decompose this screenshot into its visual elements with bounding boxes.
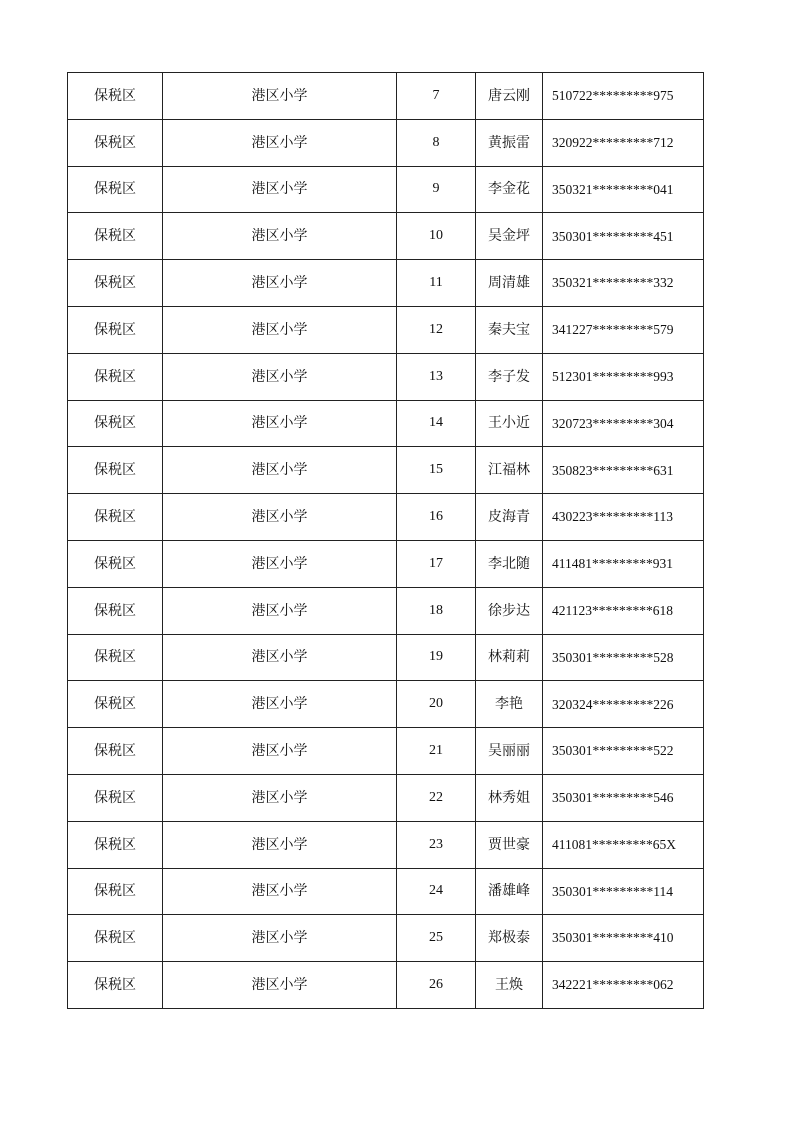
table-row (68, 400, 704, 447)
school-cell: 港区小学 (163, 540, 397, 587)
number-cell: 10 (397, 213, 476, 260)
number-cell: 8 (397, 119, 476, 166)
district-cell: 保税区 (68, 73, 163, 120)
number-cell: 18 (397, 587, 476, 634)
name-cell: 郑极泰 (476, 915, 543, 962)
name-cell: 江福林 (476, 447, 543, 494)
district-cell: 保税区 (68, 774, 163, 821)
table-row (68, 962, 704, 1009)
table-row (68, 447, 704, 494)
name-cell: 李北随 (476, 540, 543, 587)
id-number-cell: 411081*********65X (543, 821, 704, 868)
name-cell: 李艳 (476, 681, 543, 728)
table-row (68, 540, 704, 587)
id-number-cell: 430223*********113 (543, 494, 704, 541)
name-cell: 王小近 (476, 400, 543, 447)
name-cell: 周清雄 (476, 260, 543, 307)
id-number-cell: 320324*********226 (543, 681, 704, 728)
name-cell: 李金花 (476, 166, 543, 213)
table-row (68, 821, 704, 868)
district-cell: 保税区 (68, 915, 163, 962)
number-cell: 17 (397, 540, 476, 587)
school-cell: 港区小学 (163, 494, 397, 541)
school-cell: 港区小学 (163, 166, 397, 213)
number-cell: 13 (397, 353, 476, 400)
school-cell: 港区小学 (163, 821, 397, 868)
id-number-cell: 411481*********931 (543, 540, 704, 587)
roster-table (67, 72, 704, 1009)
id-number-cell: 350301*********114 (543, 868, 704, 915)
table-row (68, 728, 704, 775)
name-cell: 潘雄峰 (476, 868, 543, 915)
school-cell: 港区小学 (163, 73, 397, 120)
name-cell: 黄振雷 (476, 119, 543, 166)
school-cell: 港区小学 (163, 119, 397, 166)
table-row (68, 774, 704, 821)
id-number-cell: 350301*********451 (543, 213, 704, 260)
name-cell: 唐云刚 (476, 73, 543, 120)
school-cell: 港区小学 (163, 587, 397, 634)
table-row (68, 681, 704, 728)
name-cell: 秦夫宝 (476, 306, 543, 353)
district-cell: 保税区 (68, 353, 163, 400)
id-number-cell: 320922*********712 (543, 119, 704, 166)
number-cell: 21 (397, 728, 476, 775)
school-cell: 港区小学 (163, 213, 397, 260)
id-number-cell: 350321*********332 (543, 260, 704, 307)
number-cell: 22 (397, 774, 476, 821)
table-row (68, 494, 704, 541)
district-cell: 保税区 (68, 868, 163, 915)
id-number-cell: 510722*********975 (543, 73, 704, 120)
school-cell: 港区小学 (163, 306, 397, 353)
district-cell: 保税区 (68, 400, 163, 447)
number-cell: 14 (397, 400, 476, 447)
table-row (68, 587, 704, 634)
school-cell: 港区小学 (163, 353, 397, 400)
district-cell: 保税区 (68, 260, 163, 307)
school-cell: 港区小学 (163, 868, 397, 915)
number-cell: 24 (397, 868, 476, 915)
table-row (68, 306, 704, 353)
district-cell: 保税区 (68, 821, 163, 868)
id-number-cell: 350301*********546 (543, 774, 704, 821)
table-row (68, 73, 704, 120)
school-cell: 港区小学 (163, 634, 397, 681)
name-cell: 皮海青 (476, 494, 543, 541)
school-cell: 港区小学 (163, 728, 397, 775)
district-cell: 保税区 (68, 306, 163, 353)
id-number-cell: 320723*********304 (543, 400, 704, 447)
district-cell: 保税区 (68, 681, 163, 728)
id-number-cell: 421123*********618 (543, 587, 704, 634)
number-cell: 7 (397, 73, 476, 120)
id-number-cell: 350301*********528 (543, 634, 704, 681)
number-cell: 15 (397, 447, 476, 494)
number-cell: 25 (397, 915, 476, 962)
name-cell: 李子发 (476, 353, 543, 400)
number-cell: 16 (397, 494, 476, 541)
district-cell: 保税区 (68, 447, 163, 494)
district-cell: 保税区 (68, 494, 163, 541)
table-row (68, 260, 704, 307)
id-number-cell: 350823*********631 (543, 447, 704, 494)
table-row (68, 353, 704, 400)
name-cell: 林秀姐 (476, 774, 543, 821)
id-number-cell: 512301*********993 (543, 353, 704, 400)
district-cell: 保税区 (68, 634, 163, 681)
roster-table-body (68, 73, 704, 1009)
name-cell: 吴丽丽 (476, 728, 543, 775)
id-number-cell: 342221*********062 (543, 962, 704, 1009)
school-cell: 港区小学 (163, 260, 397, 307)
name-cell: 吴金坪 (476, 213, 543, 260)
district-cell: 保税区 (68, 728, 163, 775)
school-cell: 港区小学 (163, 400, 397, 447)
school-cell: 港区小学 (163, 447, 397, 494)
school-cell: 港区小学 (163, 962, 397, 1009)
school-cell: 港区小学 (163, 681, 397, 728)
table-row (68, 119, 704, 166)
id-number-cell: 350301*********522 (543, 728, 704, 775)
number-cell: 12 (397, 306, 476, 353)
name-cell: 贾世豪 (476, 821, 543, 868)
table-row (68, 634, 704, 681)
district-cell: 保税区 (68, 587, 163, 634)
number-cell: 9 (397, 166, 476, 213)
district-cell: 保税区 (68, 166, 163, 213)
id-number-cell: 350301*********410 (543, 915, 704, 962)
district-cell: 保税区 (68, 119, 163, 166)
id-number-cell: 341227*********579 (543, 306, 704, 353)
number-cell: 26 (397, 962, 476, 1009)
district-cell: 保税区 (68, 213, 163, 260)
district-cell: 保税区 (68, 540, 163, 587)
table-row (68, 213, 704, 260)
number-cell: 11 (397, 260, 476, 307)
school-cell: 港区小学 (163, 915, 397, 962)
number-cell: 19 (397, 634, 476, 681)
district-cell: 保税区 (68, 962, 163, 1009)
name-cell: 徐步达 (476, 587, 543, 634)
name-cell: 林莉莉 (476, 634, 543, 681)
table-row (68, 868, 704, 915)
number-cell: 20 (397, 681, 476, 728)
school-cell: 港区小学 (163, 774, 397, 821)
table-row (68, 915, 704, 962)
id-number-cell: 350321*********041 (543, 166, 704, 213)
name-cell: 王焕 (476, 962, 543, 1009)
number-cell: 23 (397, 821, 476, 868)
table-row (68, 166, 704, 213)
